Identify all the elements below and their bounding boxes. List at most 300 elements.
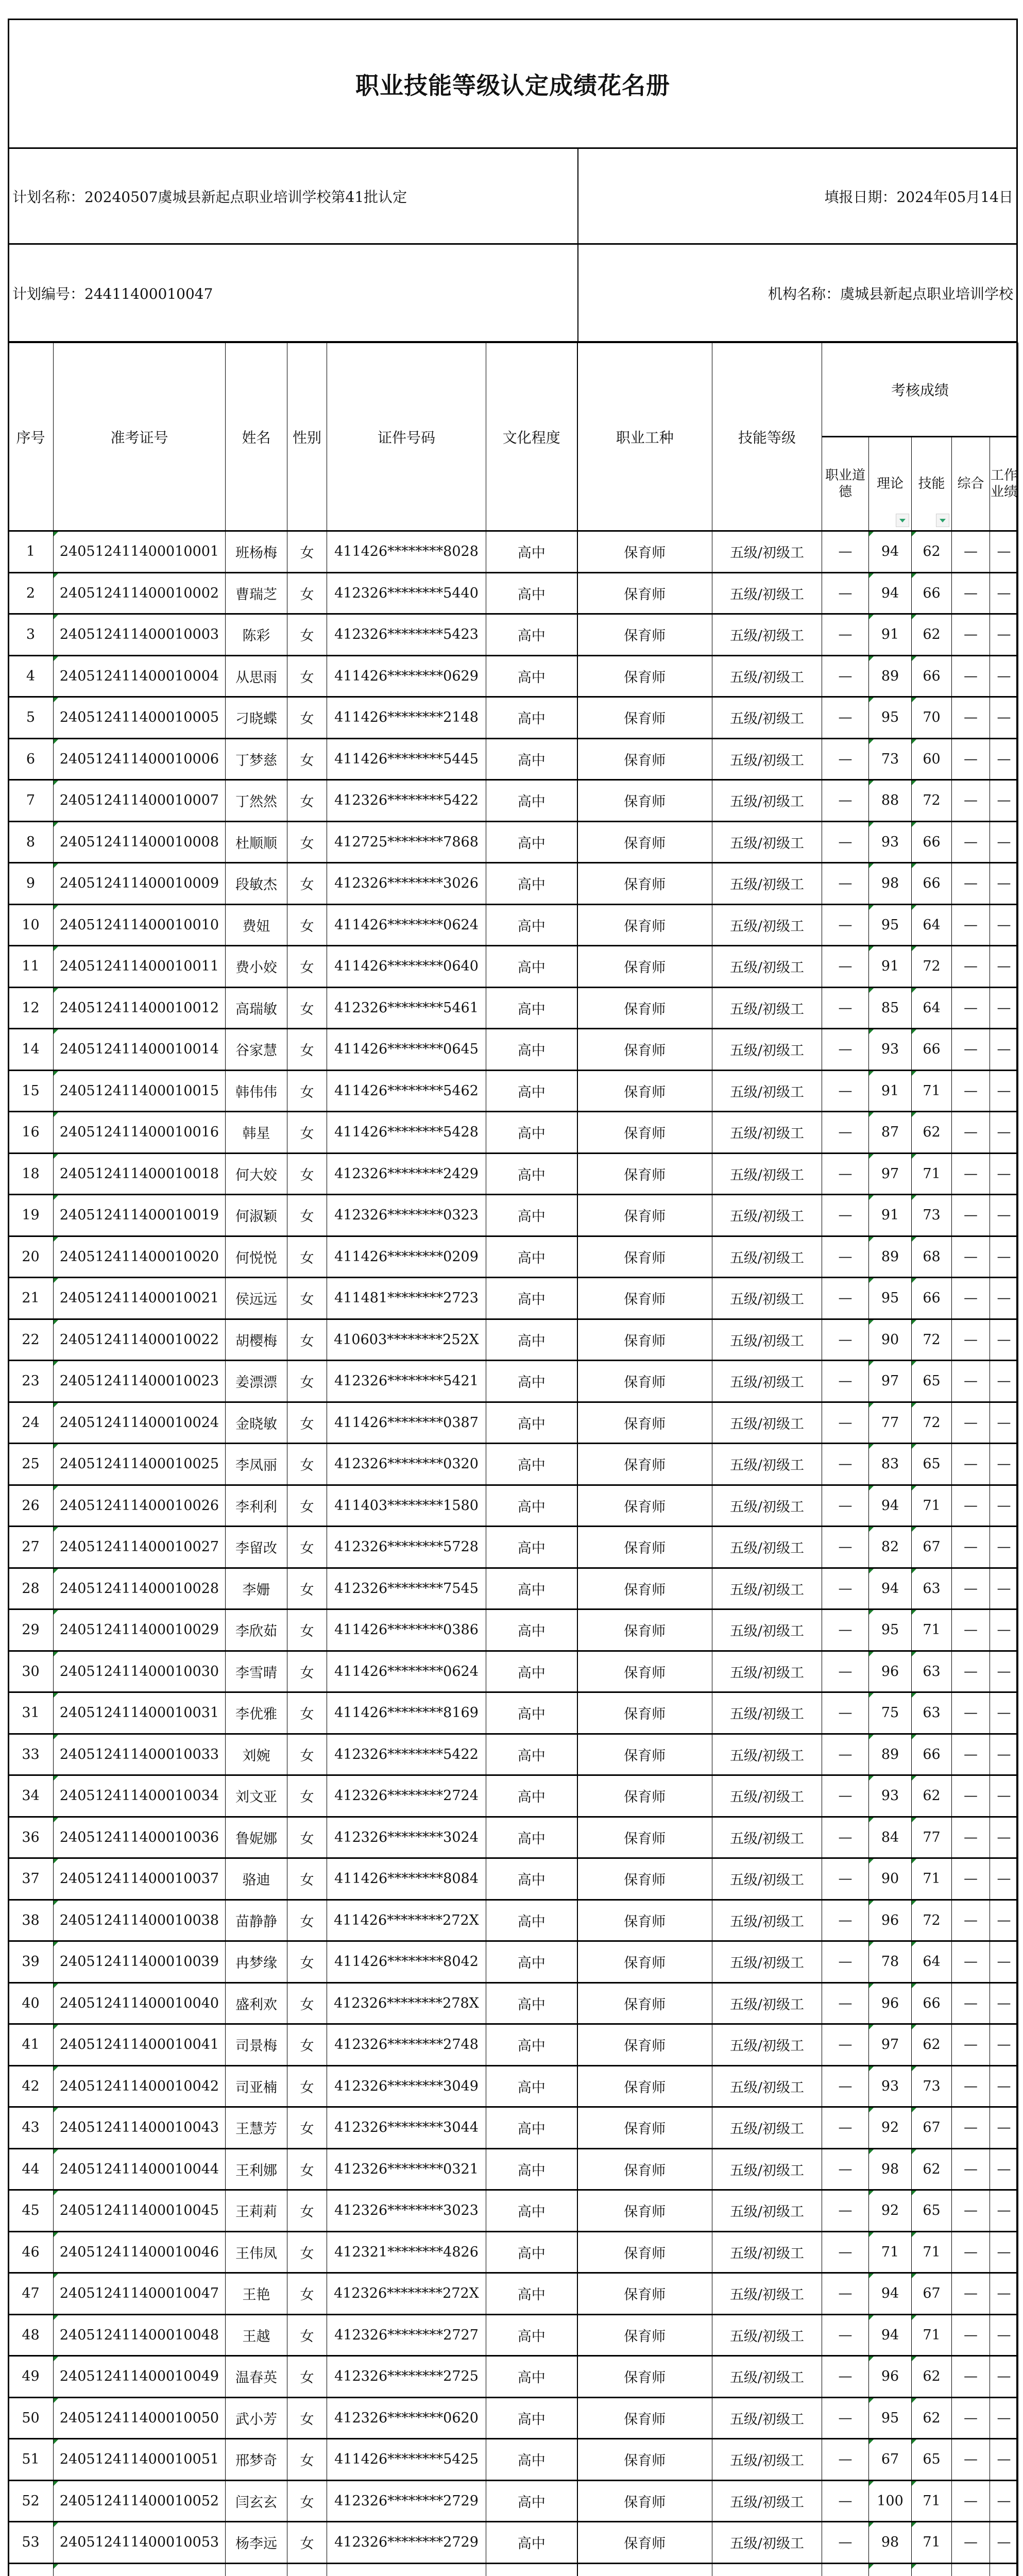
cell-name[interactable]: 班杨梅 [226, 531, 287, 573]
cell-name[interactable] [226, 2563, 287, 2576]
cell-theory[interactable]: 95 [869, 1278, 912, 1319]
cell-name[interactable]: 刘文亚 [226, 1775, 287, 1817]
cell-seq[interactable]: 9 [8, 863, 54, 905]
cell-skill[interactable]: 64 [912, 987, 952, 1029]
cell-ethics[interactable]: — [822, 2190, 869, 2232]
cell-education[interactable]: 高中 [486, 1527, 577, 1568]
cell-seq[interactable] [8, 2563, 54, 2576]
cell-gender[interactable]: 女 [287, 614, 327, 656]
cell-occupation[interactable]: 保育师 [577, 1527, 712, 1568]
cell-comprehensive[interactable]: — [952, 1485, 990, 1527]
cell-theory[interactable]: 100 [869, 2480, 912, 2522]
cell-theory[interactable]: 87 [869, 1112, 912, 1154]
cell-id-no[interactable]: 411426********0640 [327, 946, 486, 988]
cell-gender[interactable]: 女 [287, 1444, 327, 1485]
cell-gender[interactable]: 女 [287, 738, 327, 780]
cell-name[interactable]: 韩伟伟 [226, 1070, 287, 1112]
cell-exam-no[interactable]: 240512411400010020 [54, 1236, 226, 1278]
cell-id-no[interactable]: 412326********7545 [327, 1568, 486, 1609]
cell-theory[interactable]: 97 [869, 1153, 912, 1195]
cell-exam-no[interactable]: 240512411400010045 [54, 2190, 226, 2232]
cell-gender[interactable]: 女 [287, 1568, 327, 1609]
cell-gender[interactable]: 女 [287, 655, 327, 697]
cell-id-no[interactable] [327, 2563, 486, 2576]
cell-id-no[interactable]: 412326********278X [327, 1982, 486, 2024]
cell-skill[interactable]: 77 [912, 1817, 952, 1858]
cell-gender[interactable]: 女 [287, 2314, 327, 2356]
cell-occupation[interactable]: 保育师 [577, 2190, 712, 2232]
cell-ethics[interactable]: — [822, 863, 869, 905]
cell-id-no[interactable]: 412326********5422 [327, 1734, 486, 1775]
cell-comprehensive[interactable]: — [952, 2439, 990, 2481]
cell-theory[interactable]: 77 [869, 1402, 912, 1444]
cell-id-no[interactable]: 412326********3024 [327, 1817, 486, 1858]
cell-seq[interactable]: 10 [8, 904, 54, 946]
cell-skill[interactable] [912, 2563, 952, 2576]
cell-work-performance[interactable]: — [990, 1941, 1018, 1983]
cell-id-no[interactable]: 412326********5461 [327, 987, 486, 1029]
cell-comprehensive[interactable]: — [952, 1195, 990, 1236]
cell-skill[interactable]: 63 [912, 1692, 952, 1734]
cell-work-performance[interactable]: — [990, 904, 1018, 946]
cell-gender[interactable]: 女 [287, 1734, 327, 1775]
cell-skill[interactable]: 62 [912, 2024, 952, 2066]
cell-education[interactable]: 高中 [486, 1651, 577, 1692]
cell-seq[interactable]: 36 [8, 1817, 54, 1858]
cell-work-performance[interactable]: — [990, 1444, 1018, 1485]
cell-theory[interactable]: 73 [869, 738, 912, 780]
cell-exam-no[interactable]: 240512411400010019 [54, 1195, 226, 1236]
cell-theory[interactable]: 93 [869, 1775, 912, 1817]
cell-skill-level[interactable]: 五级/初级工 [712, 2522, 822, 2564]
cell-name[interactable]: 刁晓蝶 [226, 697, 287, 739]
cell-ethics[interactable]: — [822, 1319, 869, 1361]
cell-gender[interactable]: 女 [287, 2397, 327, 2439]
cell-skill-level[interactable]: 五级/初级工 [712, 2356, 822, 2398]
cell-name[interactable]: 冉梦缘 [226, 1941, 287, 1983]
cell-skill[interactable]: 66 [912, 1734, 952, 1775]
cell-name[interactable]: 姜漂漂 [226, 1361, 287, 1402]
cell-skill-level[interactable]: 五级/初级工 [712, 821, 822, 863]
cell-skill-level[interactable]: 五级/初级工 [712, 904, 822, 946]
cell-name[interactable]: 王莉莉 [226, 2190, 287, 2232]
cell-skill-level[interactable]: 五级/初级工 [712, 572, 822, 614]
cell-skill[interactable]: 62 [912, 1112, 952, 1154]
cell-work-performance[interactable]: — [990, 987, 1018, 1029]
cell-exam-no[interactable]: 240512411400010002 [54, 572, 226, 614]
cell-seq[interactable]: 26 [8, 1485, 54, 1527]
cell-education[interactable]: 高中 [486, 1361, 577, 1402]
cell-gender[interactable]: 女 [287, 1651, 327, 1692]
cell-seq[interactable]: 5 [8, 697, 54, 739]
cell-comprehensive[interactable]: — [952, 1112, 990, 1154]
cell-theory[interactable]: 91 [869, 1070, 912, 1112]
cell-theory[interactable]: 94 [869, 2314, 912, 2356]
cell-seq[interactable]: 31 [8, 1692, 54, 1734]
cell-occupation[interactable]: 保育师 [577, 1775, 712, 1817]
cell-ethics[interactable]: — [822, 2480, 869, 2522]
cell-theory[interactable]: 98 [869, 2522, 912, 2564]
cell-education[interactable]: 高中 [486, 738, 577, 780]
cell-ethics[interactable]: — [822, 904, 869, 946]
cell-education[interactable]: 高中 [486, 1070, 577, 1112]
cell-id-no[interactable]: 412326********2729 [327, 2480, 486, 2522]
cell-name[interactable]: 何淑颖 [226, 1195, 287, 1236]
cell-gender[interactable] [287, 2563, 327, 2576]
cell-occupation[interactable]: 保育师 [577, 1153, 712, 1195]
header-theory[interactable]: 理论 [869, 437, 912, 531]
cell-occupation[interactable]: 保育师 [577, 1609, 712, 1651]
cell-seq[interactable]: 44 [8, 2148, 54, 2190]
cell-exam-no[interactable]: 240512411400010029 [54, 1609, 226, 1651]
cell-education[interactable]: 高中 [486, 1858, 577, 1900]
cell-education[interactable]: 高中 [486, 1278, 577, 1319]
cell-theory[interactable]: 90 [869, 1858, 912, 1900]
cell-seq[interactable]: 7 [8, 780, 54, 822]
cell-work-performance[interactable]: — [990, 531, 1018, 573]
cell-skill-level[interactable]: 五级/初级工 [712, 1444, 822, 1485]
cell-id-no[interactable]: 412326********2725 [327, 2356, 486, 2398]
cell-skill-level[interactable]: 五级/初级工 [712, 2273, 822, 2315]
cell-theory[interactable]: 85 [869, 987, 912, 1029]
cell-ethics[interactable]: — [822, 614, 869, 656]
cell-ethics[interactable]: — [822, 1568, 869, 1609]
cell-seq[interactable]: 20 [8, 1236, 54, 1278]
cell-skill-level[interactable]: 五级/初级工 [712, 2397, 822, 2439]
cell-occupation[interactable]: 保育师 [577, 1195, 712, 1236]
cell-occupation[interactable]: 保育师 [577, 2024, 712, 2066]
cell-gender[interactable]: 女 [287, 2065, 327, 2107]
cell-occupation[interactable]: 保育师 [577, 821, 712, 863]
cell-id-no[interactable]: 412326********5440 [327, 572, 486, 614]
cell-occupation[interactable]: 保育师 [577, 1236, 712, 1278]
cell-exam-no[interactable]: 240512411400010031 [54, 1692, 226, 1734]
cell-id-no[interactable]: 411426********0624 [327, 904, 486, 946]
cell-education[interactable]: 高中 [486, 904, 577, 946]
cell-ethics[interactable]: — [822, 2439, 869, 2481]
cell-occupation[interactable]: 保育师 [577, 1319, 712, 1361]
cell-gender[interactable]: 女 [287, 1982, 327, 2024]
cell-occupation[interactable] [577, 2563, 712, 2576]
cell-occupation[interactable]: 保育师 [577, 1982, 712, 2024]
cell-exam-no[interactable]: 240512411400010053 [54, 2522, 226, 2564]
cell-occupation[interactable]: 保育师 [577, 1692, 712, 1734]
cell-skill[interactable]: 62 [912, 531, 952, 573]
cell-work-performance[interactable]: — [990, 1900, 1018, 1941]
cell-id-no[interactable]: 412326********272X [327, 2273, 486, 2315]
cell-occupation[interactable]: 保育师 [577, 2314, 712, 2356]
cell-gender[interactable]: 女 [287, 2356, 327, 2398]
cell-theory[interactable]: 91 [869, 614, 912, 656]
cell-theory[interactable]: 90 [869, 1319, 912, 1361]
cell-theory[interactable]: 96 [869, 2356, 912, 2398]
cell-education[interactable]: 高中 [486, 1319, 577, 1361]
cell-skill[interactable]: 68 [912, 1236, 952, 1278]
cell-occupation[interactable]: 保育师 [577, 614, 712, 656]
cell-theory[interactable]: 93 [869, 821, 912, 863]
cell-skill-level[interactable]: 五级/初级工 [712, 1651, 822, 1692]
cell-skill[interactable]: 72 [912, 1900, 952, 1941]
cell-comprehensive[interactable]: — [952, 1153, 990, 1195]
cell-ethics[interactable]: — [822, 2397, 869, 2439]
cell-work-performance[interactable]: — [990, 655, 1018, 697]
cell-seq[interactable]: 50 [8, 2397, 54, 2439]
cell-education[interactable]: 高中 [486, 2522, 577, 2564]
cell-seq[interactable]: 42 [8, 2065, 54, 2107]
cell-seq[interactable]: 19 [8, 1195, 54, 1236]
cell-education[interactable]: 高中 [486, 2314, 577, 2356]
cell-comprehensive[interactable]: — [952, 2148, 990, 2190]
cell-ethics[interactable]: — [822, 1941, 869, 1983]
cell-work-performance[interactable]: — [990, 1361, 1018, 1402]
cell-name[interactable]: 陈彩 [226, 614, 287, 656]
cell-id-no[interactable]: 412326********5728 [327, 1527, 486, 1568]
cell-id-no[interactable]: 412326********5422 [327, 780, 486, 822]
cell-work-performance[interactable]: — [990, 1692, 1018, 1734]
cell-gender[interactable]: 女 [287, 2480, 327, 2522]
cell-gender[interactable]: 女 [287, 1817, 327, 1858]
cell-work-performance[interactable]: — [990, 2065, 1018, 2107]
cell-seq[interactable]: 53 [8, 2522, 54, 2564]
cell-occupation[interactable]: 保育师 [577, 1900, 712, 1941]
cell-name[interactable]: 王伟凤 [226, 2231, 287, 2273]
cell-occupation[interactable]: 保育师 [577, 2231, 712, 2273]
cell-work-performance[interactable]: — [990, 1527, 1018, 1568]
cell-skill-level[interactable]: 五级/初级工 [712, 1527, 822, 1568]
cell-exam-no[interactable]: 240512411400010003 [54, 614, 226, 656]
cell-name[interactable]: 何悦悦 [226, 1236, 287, 1278]
cell-skill[interactable]: 73 [912, 2065, 952, 2107]
cell-occupation[interactable]: 保育师 [577, 1817, 712, 1858]
cell-name[interactable]: 杨李远 [226, 2522, 287, 2564]
cell-id-no[interactable]: 412326********3026 [327, 863, 486, 905]
cell-education[interactable]: 高中 [486, 614, 577, 656]
cell-id-no[interactable]: 412326********5421 [327, 1361, 486, 1402]
cell-education[interactable]: 高中 [486, 2148, 577, 2190]
cell-exam-no[interactable]: 240512411400010050 [54, 2397, 226, 2439]
cell-work-performance[interactable]: — [990, 572, 1018, 614]
cell-work-performance[interactable]: — [990, 1568, 1018, 1609]
cell-ethics[interactable]: — [822, 1236, 869, 1278]
cell-work-performance[interactable]: — [990, 2024, 1018, 2066]
cell-name[interactable]: 曹瑞芝 [226, 572, 287, 614]
cell-id-no[interactable]: 411426********8084 [327, 1858, 486, 1900]
cell-education[interactable]: 高中 [486, 1236, 577, 1278]
cell-skill[interactable]: 71 [912, 1070, 952, 1112]
cell-work-performance[interactable]: — [990, 1029, 1018, 1071]
cell-id-no[interactable]: 412326********2748 [327, 2024, 486, 2066]
cell-education[interactable]: 高中 [486, 2356, 577, 2398]
cell-comprehensive[interactable]: — [952, 1527, 990, 1568]
cell-id-no[interactable]: 411426********272X [327, 1900, 486, 1941]
cell-seq[interactable]: 14 [8, 1029, 54, 1071]
cell-seq[interactable]: 48 [8, 2314, 54, 2356]
cell-education[interactable]: 高中 [486, 946, 577, 988]
cell-skill-level[interactable]: 五级/初级工 [712, 1029, 822, 1071]
cell-exam-no[interactable]: 240512411400010018 [54, 1153, 226, 1195]
cell-ethics[interactable]: — [822, 1858, 869, 1900]
cell-exam-no[interactable]: 240512411400010046 [54, 2231, 226, 2273]
cell-gender[interactable]: 女 [287, 1153, 327, 1195]
cell-name[interactable]: 谷家慧 [226, 1029, 287, 1071]
cell-theory[interactable]: 94 [869, 572, 912, 614]
cell-education[interactable]: 高中 [486, 1982, 577, 2024]
cell-occupation[interactable]: 保育师 [577, 531, 712, 573]
cell-work-performance[interactable]: — [990, 1278, 1018, 1319]
cell-gender[interactable]: 女 [287, 1070, 327, 1112]
cell-skill[interactable]: 62 [912, 1775, 952, 1817]
cell-theory[interactable]: 71 [869, 2231, 912, 2273]
cell-exam-no[interactable]: 240512411400010016 [54, 1112, 226, 1154]
cell-theory[interactable]: 94 [869, 1485, 912, 1527]
cell-id-no[interactable]: 411426********5462 [327, 1070, 486, 1112]
cell-gender[interactable]: 女 [287, 2231, 327, 2273]
cell-name[interactable]: 韩星 [226, 1112, 287, 1154]
cell-theory[interactable]: 97 [869, 1361, 912, 1402]
cell-id-no[interactable]: 412326********3044 [327, 2107, 486, 2149]
cell-name[interactable]: 高瑞敏 [226, 987, 287, 1029]
cell-skill-level[interactable]: 五级/初级工 [712, 1817, 822, 1858]
cell-theory[interactable] [869, 2563, 912, 2576]
cell-id-no[interactable]: 411426********2148 [327, 697, 486, 739]
cell-education[interactable]: 高中 [486, 1775, 577, 1817]
cell-exam-no[interactable]: 240512411400010015 [54, 1070, 226, 1112]
cell-name[interactable]: 司亚楠 [226, 2065, 287, 2107]
cell-gender[interactable]: 女 [287, 1775, 327, 1817]
cell-gender[interactable]: 女 [287, 1609, 327, 1651]
cell-occupation[interactable]: 保育师 [577, 1029, 712, 1071]
cell-work-performance[interactable]: — [990, 738, 1018, 780]
cell-seq[interactable]: 12 [8, 987, 54, 1029]
cell-id-no[interactable]: 411403********1580 [327, 1485, 486, 1527]
cell-gender[interactable]: 女 [287, 1361, 327, 1402]
cell-comprehensive[interactable]: — [952, 1692, 990, 1734]
cell-name[interactable]: 丁然然 [226, 780, 287, 822]
cell-seq[interactable]: 52 [8, 2480, 54, 2522]
cell-exam-no[interactable]: 240512411400010043 [54, 2107, 226, 2149]
cell-ethics[interactable]: — [822, 1485, 869, 1527]
cell-name[interactable]: 骆迪 [226, 1858, 287, 1900]
cell-skill[interactable]: 71 [912, 1485, 952, 1527]
cell-exam-no[interactable]: 240512411400010022 [54, 1319, 226, 1361]
cell-occupation[interactable]: 保育师 [577, 1070, 712, 1112]
cell-occupation[interactable]: 保育师 [577, 1112, 712, 1154]
cell-id-no[interactable]: 411426********8028 [327, 531, 486, 573]
cell-id-no[interactable]: 412326********0320 [327, 1444, 486, 1485]
cell-skill-level[interactable]: 五级/初级工 [712, 2148, 822, 2190]
cell-gender[interactable]: 女 [287, 904, 327, 946]
cell-name[interactable]: 邢梦奇 [226, 2439, 287, 2481]
cell-occupation[interactable]: 保育师 [577, 780, 712, 822]
cell-theory[interactable]: 84 [869, 1817, 912, 1858]
cell-skill-level[interactable]: 五级/初级工 [712, 697, 822, 739]
cell-comprehensive[interactable]: — [952, 2356, 990, 2398]
cell-exam-no[interactable]: 240512411400010004 [54, 655, 226, 697]
cell-skill-level[interactable]: 五级/初级工 [712, 1858, 822, 1900]
cell-skill-level[interactable]: 五级/初级工 [712, 863, 822, 905]
cell-gender[interactable]: 女 [287, 2190, 327, 2232]
cell-skill-level[interactable]: 五级/初级工 [712, 780, 822, 822]
cell-gender[interactable]: 女 [287, 1527, 327, 1568]
cell-skill-level[interactable]: 五级/初级工 [712, 1734, 822, 1775]
cell-skill-level[interactable]: 五级/初级工 [712, 2190, 822, 2232]
cell-seq[interactable]: 23 [8, 1361, 54, 1402]
cell-name[interactable]: 金晓敏 [226, 1402, 287, 1444]
cell-id-no[interactable]: 411426********5445 [327, 738, 486, 780]
cell-skill[interactable]: 71 [912, 2231, 952, 2273]
cell-ethics[interactable]: — [822, 1195, 869, 1236]
cell-exam-no[interactable]: 240512411400010036 [54, 1817, 226, 1858]
cell-exam-no[interactable]: 240512411400010048 [54, 2314, 226, 2356]
cell-comprehensive[interactable]: — [952, 821, 990, 863]
cell-education[interactable]: 高中 [486, 1568, 577, 1609]
cell-seq[interactable]: 27 [8, 1527, 54, 1568]
cell-exam-no[interactable]: 240512411400010040 [54, 1982, 226, 2024]
cell-id-no[interactable]: 412725********7868 [327, 821, 486, 863]
cell-work-performance[interactable]: — [990, 1153, 1018, 1195]
cell-skill[interactable]: 62 [912, 2397, 952, 2439]
cell-gender[interactable]: 女 [287, 697, 327, 739]
cell-name[interactable]: 鲁妮娜 [226, 1817, 287, 1858]
cell-seq[interactable]: 18 [8, 1153, 54, 1195]
cell-exam-no[interactable]: 240512411400010041 [54, 2024, 226, 2066]
cell-work-performance[interactable]: — [990, 780, 1018, 822]
cell-seq[interactable]: 4 [8, 655, 54, 697]
cell-education[interactable]: 高中 [486, 2190, 577, 2232]
cell-theory[interactable]: 98 [869, 863, 912, 905]
cell-skill[interactable]: 66 [912, 1029, 952, 1071]
cell-name[interactable]: 段敏杰 [226, 863, 287, 905]
cell-occupation[interactable]: 保育师 [577, 2356, 712, 2398]
cell-occupation[interactable]: 保育师 [577, 572, 712, 614]
cell-exam-no[interactable]: 240512411400010049 [54, 2356, 226, 2398]
cell-name[interactable]: 温春英 [226, 2356, 287, 2398]
cell-work-performance[interactable]: — [990, 1609, 1018, 1651]
cell-skill[interactable]: 71 [912, 2522, 952, 2564]
cell-skill-level[interactable]: 五级/初级工 [712, 1278, 822, 1319]
cell-exam-no[interactable]: 240512411400010008 [54, 821, 226, 863]
cell-name[interactable]: 李优雅 [226, 1692, 287, 1734]
cell-skill[interactable]: 62 [912, 2356, 952, 2398]
cell-name[interactable]: 李欣茹 [226, 1609, 287, 1651]
cell-work-performance[interactable]: — [990, 614, 1018, 656]
cell-occupation[interactable]: 保育师 [577, 1485, 712, 1527]
cell-work-performance[interactable]: — [990, 1775, 1018, 1817]
header-skill[interactable]: 技能 [912, 437, 952, 531]
cell-seq[interactable]: 40 [8, 1982, 54, 2024]
cell-theory[interactable]: 93 [869, 1029, 912, 1071]
cell-gender[interactable]: 女 [287, 1319, 327, 1361]
cell-skill[interactable]: 66 [912, 1982, 952, 2024]
cell-skill[interactable]: 67 [912, 1527, 952, 1568]
cell-seq[interactable]: 25 [8, 1444, 54, 1485]
cell-comprehensive[interactable]: — [952, 2522, 990, 2564]
cell-gender[interactable]: 女 [287, 1278, 327, 1319]
cell-gender[interactable]: 女 [287, 2439, 327, 2481]
cell-exam-no[interactable]: 240512411400010052 [54, 2480, 226, 2522]
cell-skill-level[interactable]: 五级/初级工 [712, 1319, 822, 1361]
cell-comprehensive[interactable]: — [952, 2480, 990, 2522]
cell-skill[interactable]: 65 [912, 2439, 952, 2481]
cell-name[interactable]: 王艳 [226, 2273, 287, 2315]
cell-comprehensive[interactable]: — [952, 655, 990, 697]
cell-gender[interactable]: 女 [287, 2522, 327, 2564]
cell-skill-level[interactable]: 五级/初级工 [712, 2314, 822, 2356]
cell-name[interactable]: 王慧芳 [226, 2107, 287, 2149]
cell-gender[interactable]: 女 [287, 987, 327, 1029]
cell-gender[interactable]: 女 [287, 1195, 327, 1236]
cell-ethics[interactable]: — [822, 1527, 869, 1568]
